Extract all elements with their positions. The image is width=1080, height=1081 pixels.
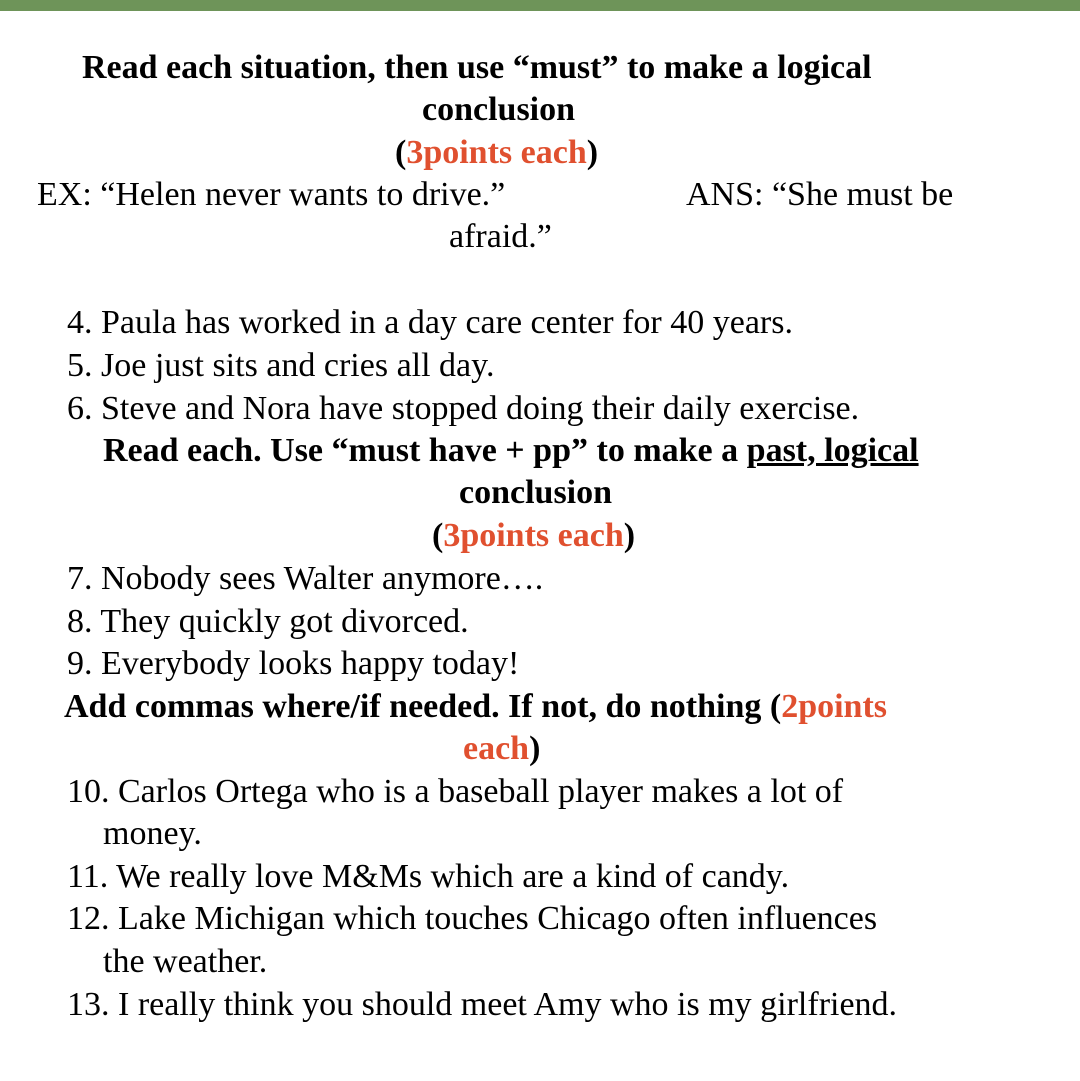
list-item-7: 7. Nobody sees Walter anymore….: [67, 560, 544, 597]
list-item-13: 13. I really think you should meet Amy who is my girlfriend.: [67, 986, 898, 1023]
example-answer: ANS: “She must be: [686, 176, 954, 213]
top-accent-bar: [0, 0, 1080, 11]
list-item-9: 9. Everybody looks happy today!: [67, 645, 520, 682]
section2-heading-cont: conclusion: [459, 474, 613, 511]
section1-points: (3points each): [395, 134, 599, 171]
list-item-10-cont: money.: [103, 815, 202, 852]
list-item-5: 5. Joe just sits and cries all day.: [67, 347, 495, 384]
list-item-11: 11. We really love M&Ms which are a kind of candy.: [67, 858, 790, 895]
section3-heading-cont: each): [463, 730, 541, 767]
section2-heading: Read each. Use “must have + pp” to make a past, logical: [103, 432, 919, 469]
section1-heading-cont: conclusion: [422, 91, 576, 128]
section3-heading: Add commas where/if needed. If not, do nothing (2points: [64, 688, 888, 725]
section1-heading: Read each situation, then use “must” to make a logical: [82, 49, 872, 86]
section2-points: (3points each): [432, 517, 636, 554]
example-answer-cont: afraid.”: [449, 218, 552, 255]
list-item-6: 6. Steve and Nora have stopped doing their daily exercise.: [67, 390, 860, 427]
list-item-12-cont: the weather.: [103, 943, 268, 980]
list-item-4: 4. Paula has worked in a day care center for 40 years.: [67, 304, 793, 341]
example-question: EX: “Helen never wants to drive.”: [37, 176, 506, 213]
list-item-10: 10. Carlos Ortega who is a baseball player makes a lot of: [67, 773, 844, 810]
list-item-8: 8. They quickly got divorced.: [67, 603, 469, 640]
points-label: 3points each: [443, 517, 624, 554]
list-item-12: 12. Lake Michigan which touches Chicago often influences: [67, 900, 878, 937]
points-label: 3points each: [406, 134, 587, 171]
underlined-phrase: past, logical: [746, 432, 919, 469]
points-label: 2points: [781, 688, 888, 725]
